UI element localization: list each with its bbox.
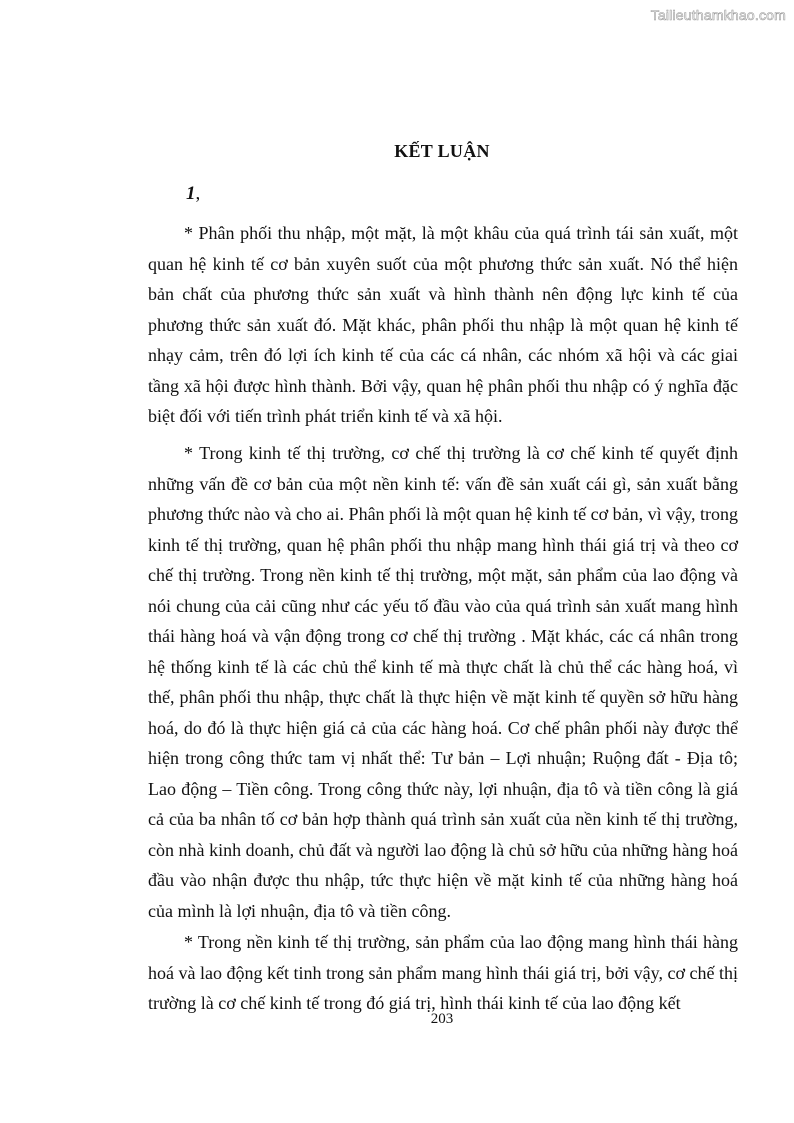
- section-number: [186, 183, 200, 205]
- page-number: 203: [430, 1011, 454, 1027]
- section-number-suffix: ,: [195, 183, 201, 204]
- paragraph-2: * Trong kinh tế thị trường, cơ chế thị trường là cơ chế kinh tế quyết định những vấn đề cơ bản của một nền kinh tế: vấn đề sản xuất cái gì, sản xuất bằng phương thức nào và cho ai. Phân phối là một quan hệ kinh tế cơ bản, vì vậy, trong kinh tế thị trường, quan hệ phân phối thu nhập mang hình thái giá trị và theo cơ chế thị trường. Trong nền kinh tế thị trường, một mặt, sản phẩm của lao động và nói chung của cải cũng như các yếu tố đầu vào của quá trình sản xuất mang hình thái hàng hoá và vận động trong cơ chế thị trường . Mặt khác, các cá nhân trong hệ thống kinh tế là các chủ thể kinh tế mà thực chất là chủ thể các hàng hoá, vì thế, phân phối thu nhập, thực chất là thực hiện về mặt kinh tế quyền sở hữu hàng hoá, do đó là thực hiện giá cả của các hàng hoá. Cơ chế phân phối này được thể hiện trong công thức tam vị nhất thể: Tư bản – Lợi nhuận; Ruộng đất - Địa tô; Lao động – Tiền công. Trong công thức này, lợi nhuận, địa tô và tiền công là giá cả của ba nhân tố cơ bản hợp thành quá trình sản xuất của nền kinh tế thị trường, còn nhà kinh doanh, chủ đất và người lao động là chủ sở hữu của những hàng hoá đầu vào nhận được thu nhập, tức thực hiện về mặt kinh tế của những hàng hoá của mình là lợi nhuận, địa tô và tiền công.: [148, 443, 738, 921]
- paragraph-3: * Trong nền kinh tế thị trường, sản phẩm của lao động mang hình thái hàng hoá và lao động kết tinh trong sản phẩm mang hình thái giá trị, bởi vậy, cơ chế thị trường là cơ chế kinh tế trong đó giá trị, hình thái kinh tế của lao động kết: [148, 932, 738, 1013]
- paragraph-1: * Phân phối thu nhập, một mặt, là một khâu của quá trình tái sản xuất, một quan hệ kinh tế cơ bản xuyên suốt của một phương thức sản xuất. Nó thể hiện bản chất của phương thức sản xuất và hình thành nên động lực kinh tế của phương thức sản xuất đó. Mặt khác, phân phối thu nhập là một quan hệ kinh tế nhạy cảm, trên đó lợi ích kinh tế của các cá nhân, các nhóm xã hội và các giai tầng xã hội được hình thành. Bởi vậy, quan hệ phân phối thu nhập có ý nghĩa đặc biệt đối với tiến trình phát triển kinh tế và xã hội.: [148, 223, 738, 426]
- watermark-text: Tailieuthamkhao.com: [650, 7, 786, 23]
- section-number-value: 1: [186, 183, 196, 204]
- page-title: KẾT LUẬN: [394, 141, 490, 161]
